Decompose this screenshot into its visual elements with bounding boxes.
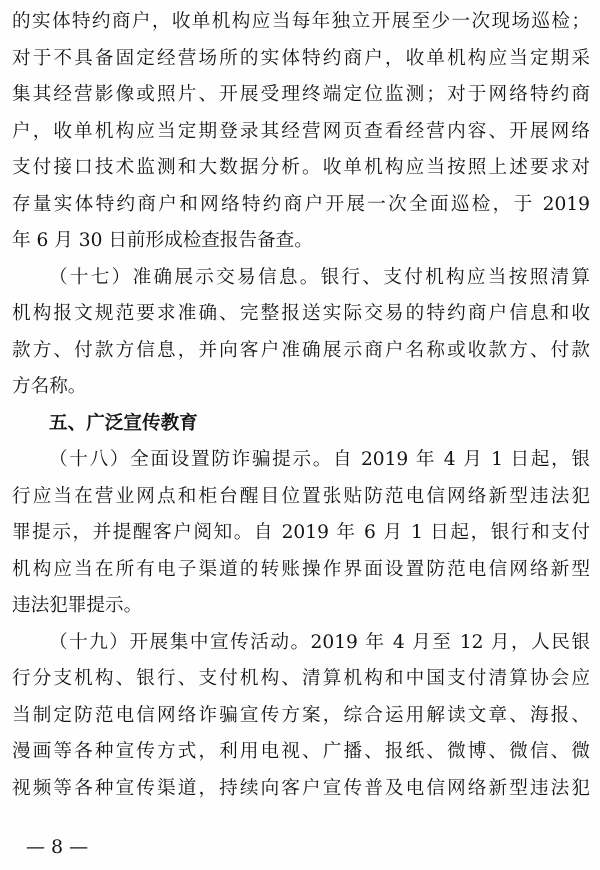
page-number: — 8 —	[26, 836, 89, 858]
text-line: 视频等各种宣传渠道，持续向客户宣传普及电信网络新型违法犯	[12, 777, 590, 799]
text-line: 机构应当在所有电子渠道的转账操作界面设置防范电信网络新型	[12, 558, 590, 580]
paragraph-18-start: （十八）全面设置防诈骗提示。自 2019 年 4 月 1 日起，银	[49, 449, 590, 470]
text-line: 对于不具备固定经营场所的实体特约商户，收单机构应当定期采	[12, 47, 590, 69]
text-line: 行分支机构、银行、支付机构、清算机构和中国支付清算协会应	[12, 668, 590, 689]
section-heading: 五、广泛宣传教育	[49, 412, 198, 434]
paragraph-19-start: （十九）开展集中宣传活动。2019 年 4 月至 12 月，人民银	[49, 631, 590, 653]
text-line: 当制定防范电信网络诈骗宣传方案，综合运用解读文章、海报、	[12, 704, 590, 726]
text-line: 机构报文规范要求准确、完整报送实际交易的特约商户信息和收	[12, 303, 590, 324]
text-line: 行应当在营业网点和柜台醒目位置张贴防范电信网络新型违法犯	[12, 485, 590, 507]
text-line: 漫画等各种宣传方式，利用电视、广播、报纸、微博、微信、微	[12, 741, 590, 762]
text-line: 违法犯罪提示。	[12, 595, 143, 616]
body-text	[12, 4, 590, 807]
text-line: 集其经营影像或照片、开展受理终端定位监测；对于网络特约商	[12, 84, 590, 105]
text-line: 的实体特约商户，收单机构应当每年独立开展至少一次现场巡检；	[12, 11, 590, 32]
text-line: 年 6 月 30 日前形成检查报告备查。	[12, 230, 313, 251]
text-line: 方名称。	[12, 376, 87, 397]
text-line: 户，收单机构应当定期登录其经营网页查看经营内容、开展网络	[12, 120, 590, 142]
text-line: 款方、付款方信息，并向客户准确展示商户名称或收款方、付款	[12, 339, 590, 361]
text-line: 存量实体特约商户和网络特约商户开展一次全面巡检，于 2019	[12, 193, 590, 215]
text-line: 支付接口技术监测和大数据分析。收单机构应当按照上述要求对	[12, 157, 590, 178]
text-line: 罪提示，并提醒客户阅知。自 2019 年 6 月 1 日起，银行和支付	[12, 522, 590, 543]
paragraph-17-start: （十七）准确展示交易信息。银行、支付机构应当按照清算	[49, 266, 590, 288]
